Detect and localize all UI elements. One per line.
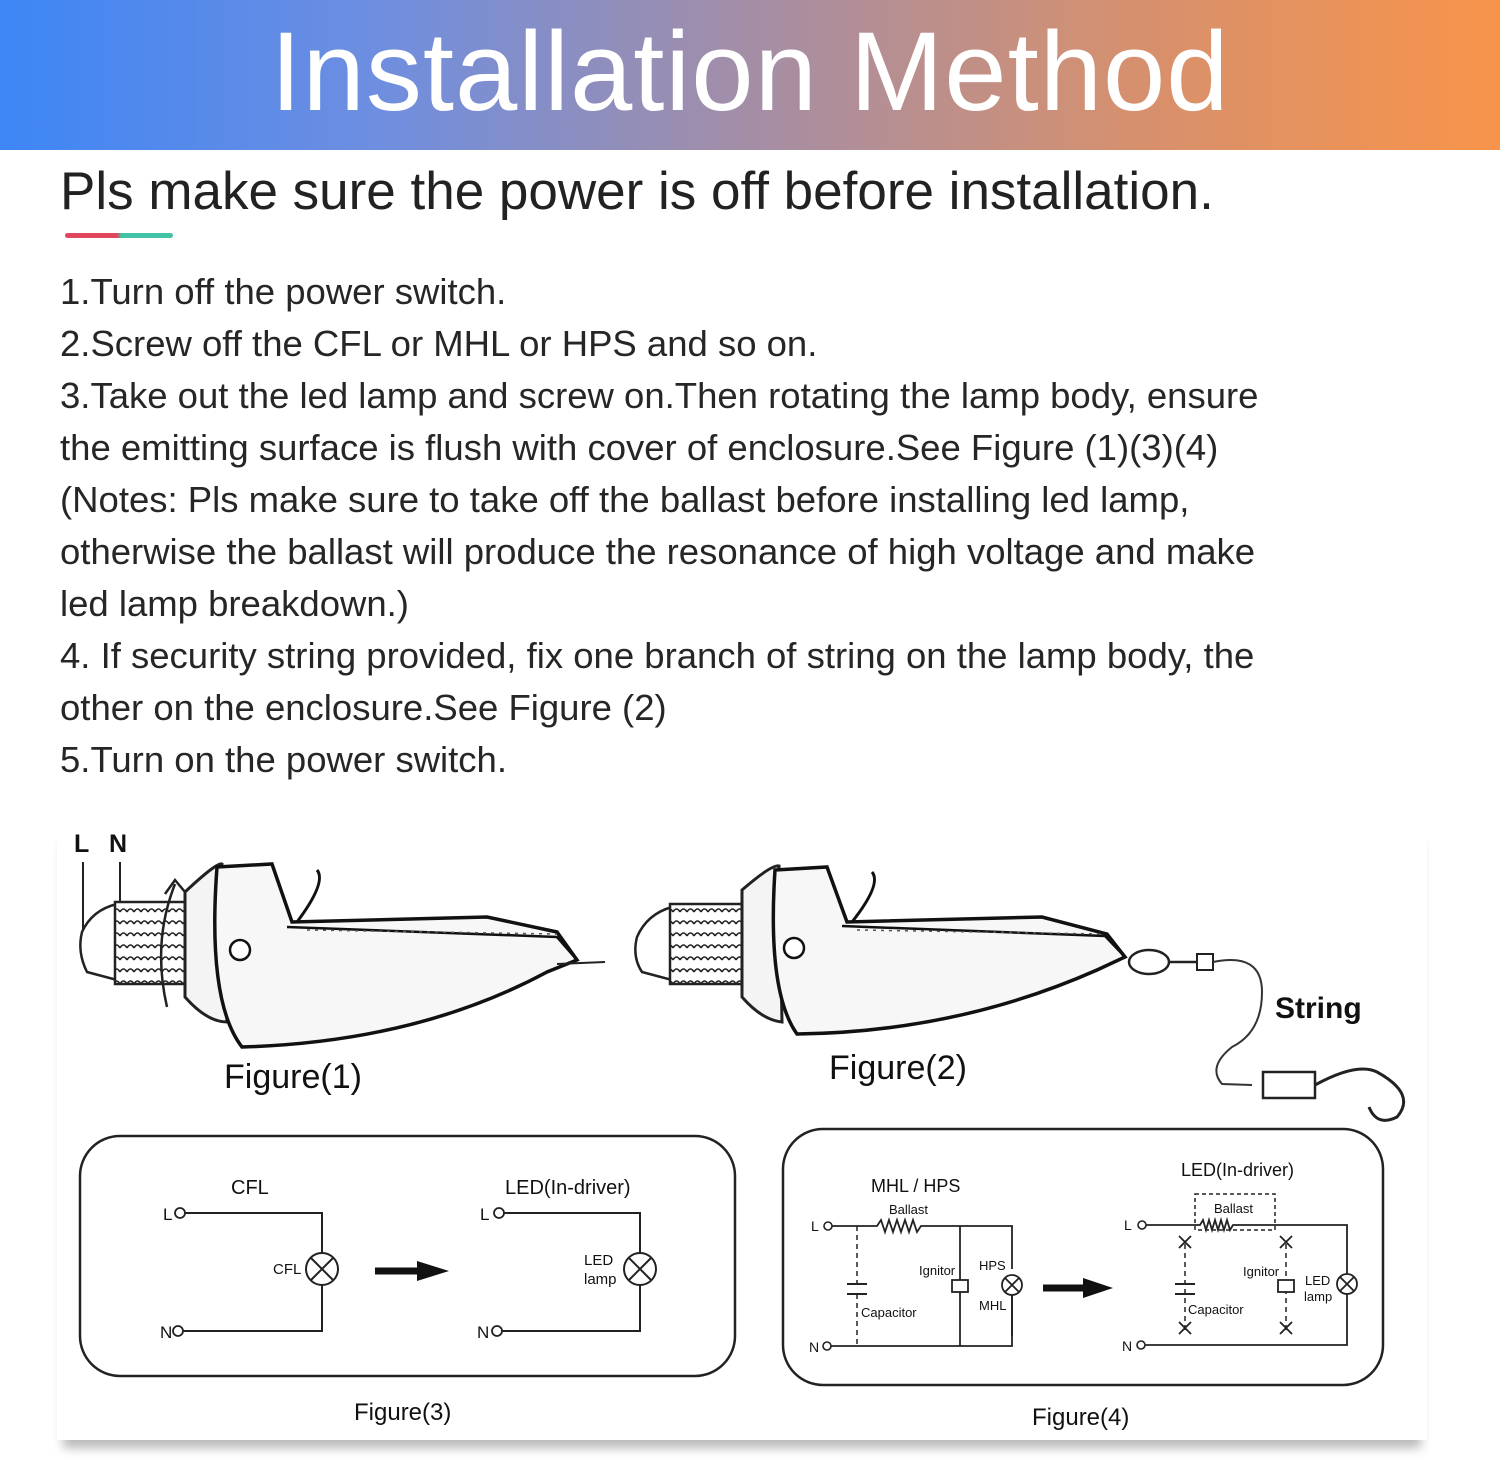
fig4-n-node	[823, 1342, 831, 1350]
fig4-l-terminal: L	[811, 1218, 819, 1234]
step-line: other on the enclosure.See Figure (2)	[60, 687, 667, 728]
fig2-hook	[1315, 1069, 1404, 1120]
fig3-left-title: CFL	[231, 1177, 269, 1199]
fig4-ignitor-label-right: Ignitor	[1243, 1264, 1280, 1279]
header-banner	[0, 0, 1500, 150]
figure-1-lamp	[74, 830, 605, 1096]
accent-underline	[65, 233, 173, 238]
fig4-right-title: LED(In-driver)	[1181, 1160, 1295, 1180]
step-line: 5.Turn on the power switch.	[60, 739, 508, 780]
fig1-label-l: L	[74, 830, 90, 858]
fig4-l-terminal-right: L	[1124, 1217, 1132, 1233]
fig4-ignitor-icon-right	[1278, 1280, 1294, 1292]
fig3-led-label-2: lamp	[584, 1271, 617, 1288]
fig2-clip	[1129, 950, 1169, 974]
fig3-led-label-1: LED	[584, 1252, 614, 1269]
fig4-ballast-label-right: Ballast	[1214, 1201, 1254, 1216]
fig2-caption: Figure(2)	[829, 1049, 967, 1087]
fig1-base-tip	[80, 904, 117, 980]
fig1-screw-hole	[230, 940, 250, 960]
fig4-n-node-right	[1137, 1341, 1145, 1349]
fig2-screw-thread	[670, 904, 742, 984]
page-title: Installation Method	[270, 9, 1230, 134]
fig2-string-lock	[1263, 1072, 1315, 1098]
fig4-ignitor-icon	[952, 1280, 968, 1292]
fig4-n-terminal: N	[809, 1339, 820, 1355]
fig3-n-terminal: N	[160, 1323, 173, 1342]
step-line: 4. If security string provided, fix one branch of string on the lamp body, the	[60, 635, 1255, 676]
fig4-capacitor-label: Capacitor	[861, 1305, 917, 1320]
fig3-l-node-right	[494, 1208, 504, 1218]
fig4-led-label-2: lamp	[1304, 1289, 1333, 1304]
step-line: 2.Screw off the CFL or MHL or HPS and so on.	[60, 323, 818, 364]
fig4-led-label-1: LED	[1305, 1273, 1331, 1288]
fig4-left-title: MHL / HPS	[871, 1176, 961, 1196]
fig1-handle	[297, 870, 320, 922]
figures-illustration	[57, 822, 1427, 1440]
fig2-screw-hole	[784, 938, 804, 958]
fig2-security-string	[1213, 960, 1262, 1085]
instruction-steps	[60, 266, 1460, 786]
fig3-cfl-label: CFL	[273, 1261, 302, 1278]
fig1-label-n: N	[109, 830, 128, 858]
fig2-lamp-body	[773, 867, 1125, 1034]
fig4-n-terminal-right: N	[1122, 1338, 1133, 1354]
figure-2-lamp	[635, 866, 1403, 1120]
fig4-capacitor-label-right: Capacitor	[1188, 1302, 1244, 1317]
fig4-mhl-label: MHL	[979, 1298, 1007, 1313]
fig1-lamp-body	[215, 864, 577, 1047]
fig4-hps-label: HPS	[979, 1258, 1006, 1273]
fig3-n-node-right	[492, 1326, 502, 1336]
step-line: otherwise the ballast will produce the resonance of high voltage and make	[60, 531, 1256, 572]
fig4-ignitor-label: Ignitor	[919, 1263, 956, 1278]
fig3-l-terminal: L	[163, 1205, 173, 1224]
step-line: led lamp breakdown.)	[60, 583, 409, 624]
fig2-string-label: String	[1275, 992, 1362, 1025]
fig4-caption: Figure(4)	[1032, 1404, 1130, 1431]
figure-4-wiring	[783, 1129, 1383, 1431]
fig1-caption: Figure(1)	[224, 1058, 362, 1096]
fig2-swivel	[1197, 954, 1213, 970]
fig3-l-terminal-right: L	[480, 1205, 490, 1224]
fig4-l-node-right	[1138, 1221, 1146, 1229]
figure-3-wiring	[80, 1136, 735, 1426]
fig4-l-node	[824, 1222, 832, 1230]
fig3-right-title: LED(In-driver)	[505, 1177, 631, 1199]
step-line: the emitting surface is flush with cover of enclosure.See Figure (1)(3)(4)	[60, 427, 1219, 468]
fig3-n-terminal-right: N	[477, 1323, 490, 1342]
fig3-caption: Figure(3)	[354, 1399, 452, 1426]
step-line: 1.Turn off the power switch.	[60, 271, 507, 312]
figure-panel	[57, 822, 1427, 1440]
power-warning: Pls make sure the power is off before installation.	[60, 162, 1214, 221]
fig2-handle	[852, 872, 875, 922]
step-line: (Notes: Pls make sure to take off the ballast before installing led lamp,	[60, 479, 1190, 520]
fig3-l-node	[175, 1208, 185, 1218]
fig2-base-tip	[635, 907, 672, 980]
step-line: 3.Take out the led lamp and screw on.Then rotating the lamp body, ensure	[60, 375, 1259, 416]
fig4-ballast-label: Ballast	[889, 1202, 929, 1217]
fig1-screw-thread	[115, 902, 185, 984]
fig3-n-node	[173, 1326, 183, 1336]
